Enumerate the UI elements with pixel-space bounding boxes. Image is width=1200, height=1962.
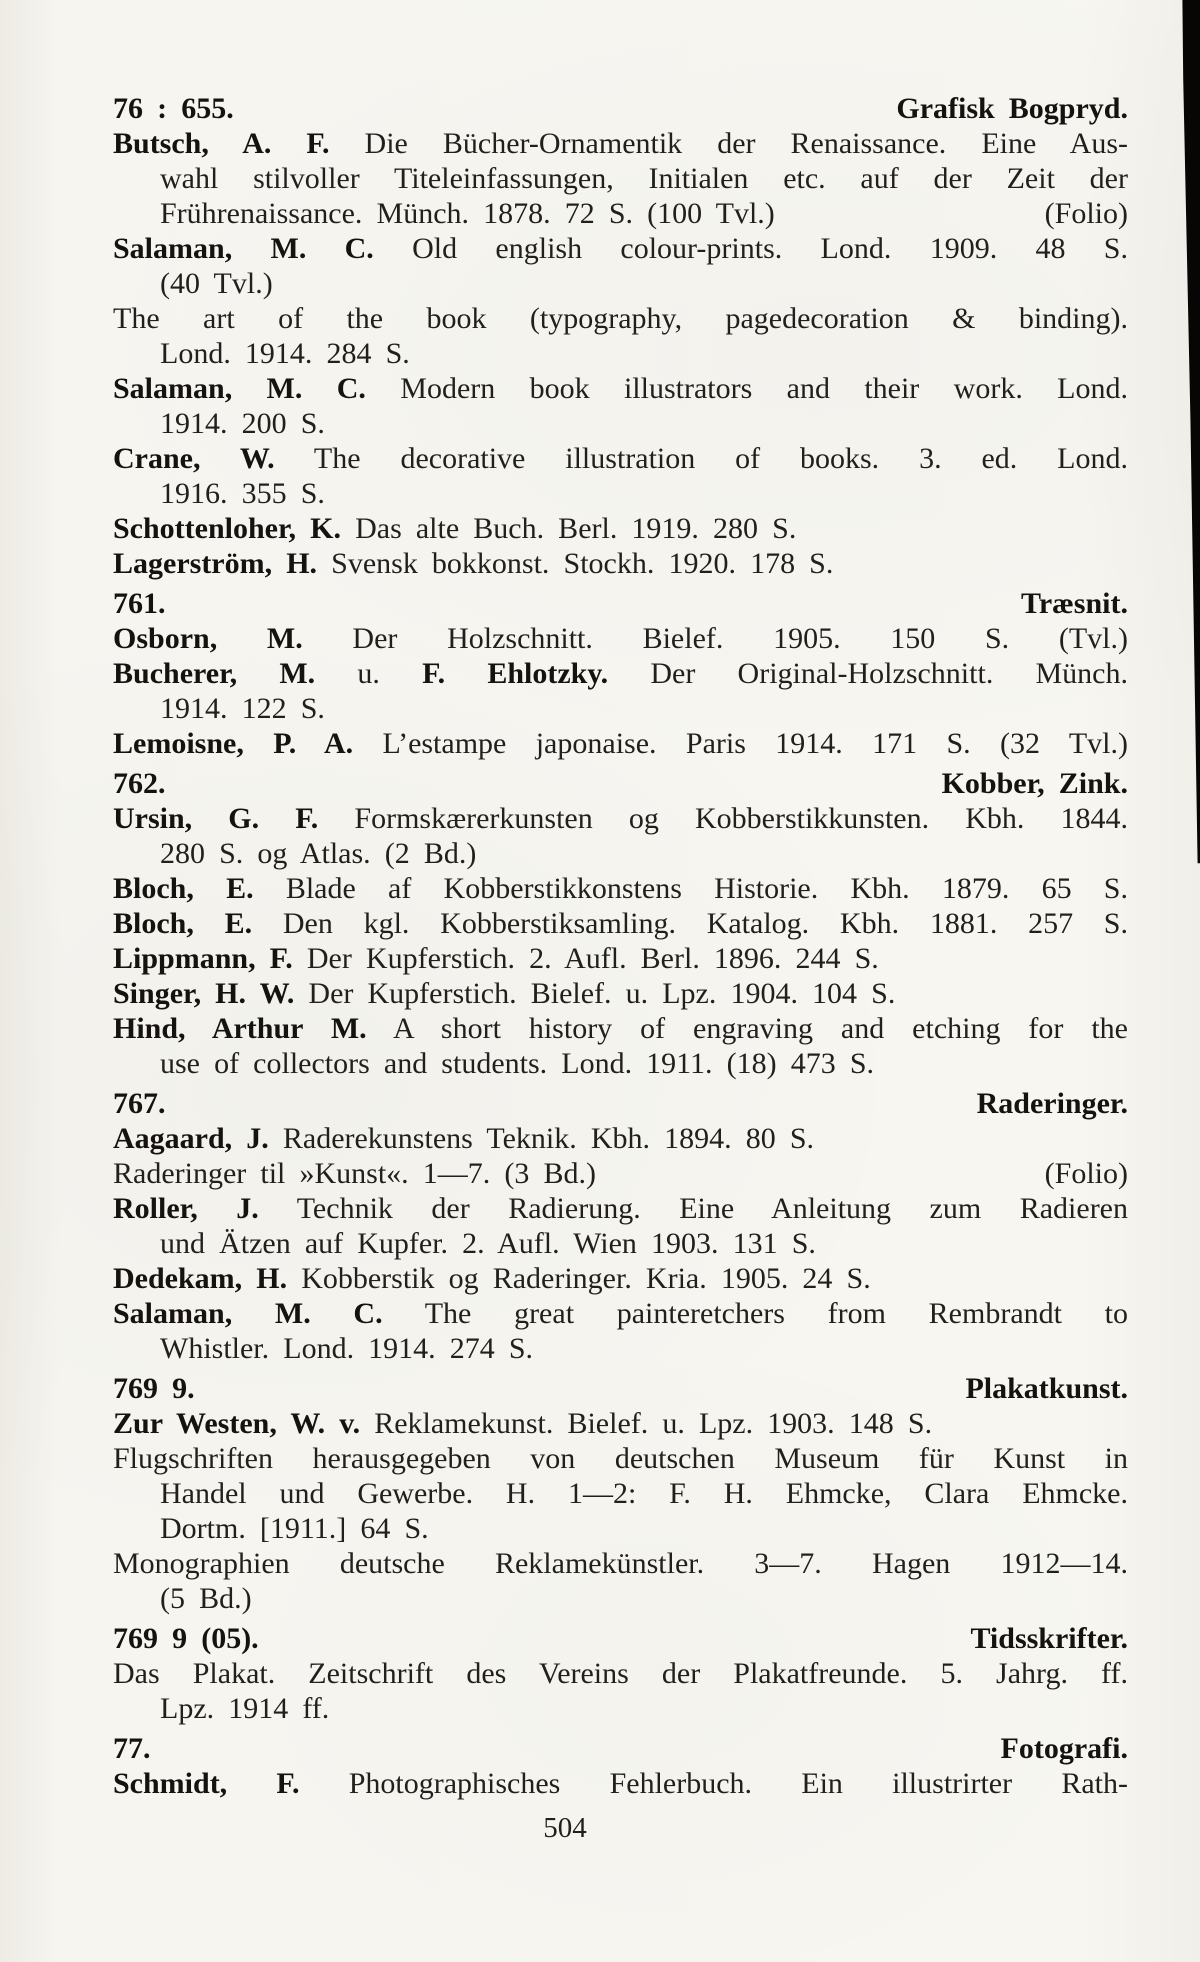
section-number [113,91,234,126]
entry-text [113,1122,814,1155]
entry-line [113,371,1128,406]
author-name: Hind, Arthur M. [113,1012,367,1045]
entry-text [113,1297,1128,1330]
entry-fragment: (5 Bd.) [160,1582,252,1615]
entry-line [113,871,1128,906]
entry-fragment: Raderinger til »Kunst«. 1—7. (3 Bd.) [113,1157,596,1190]
entry-text [160,1582,252,1615]
entry-fragment: Der Original-Holzschnitt. Münch. [608,657,1128,690]
entry-fragment: Technik der Radierung. Eine Anleitung zum Radieren [258,1192,1128,1225]
entry-fragment: u. [315,657,423,690]
section-number [113,586,166,621]
entry-line [113,1296,1128,1331]
section-title: Raderinger. [976,1087,1128,1120]
page-number: 504 [543,1812,587,1844]
entry-text [160,267,273,300]
entry-line [113,546,1128,581]
entry-fragment: Die Bücher-Ornamentik der Renaissance. Eine Aus- [329,127,1128,160]
section-number [113,1731,151,1766]
entry-text [160,837,476,870]
entry-line [113,1581,1128,1616]
format-note: (Folio) [1044,1157,1128,1190]
format-note: (Folio) [1044,197,1128,230]
entry-text [113,372,1128,405]
entry-line [113,1511,1128,1546]
entry-fragment: The art of the book (typography, pagedecoration & binding). [113,302,1128,335]
entry-text [160,1047,874,1080]
entry-line [113,1121,1128,1156]
entry-text [113,127,1128,160]
entry-fragment: Lond. 1914. 284 S. [160,337,410,370]
entry-fragment: 1914. 122 S. [160,692,325,725]
section-title: Fotografi. [1000,1732,1128,1765]
entry-line [113,1331,1128,1366]
entry-fragment: 1916. 355 S. [160,477,325,510]
entry-text [113,977,895,1010]
entry-line [113,266,1128,301]
entry-fragment: Modern book illustrators and their work. Lond. [365,372,1129,405]
entry-fragment: The decorative illustration of books. 3. ed. Lond. [274,442,1128,475]
entry-text [160,1692,329,1725]
entry-text [113,1262,871,1295]
entry-fragment: Handel und Gewerbe. H. 1—2: F. H. Ehmcke, Clara Ehmcke. [160,1477,1128,1510]
entry-text [160,337,410,370]
entry-line [113,511,1128,546]
entry-fragment: 1914. 200 S. [160,407,325,440]
author-name: 76 : 655. [113,92,234,125]
entry-line [113,836,1128,871]
entry-text [160,692,325,725]
entry-fragment: Monographien deutsche Reklamekünstler. 3—7. Hagen 1912—14. [113,1547,1128,1580]
entry-fragment: L’estampe japonaise. Paris 1914. 171 S. (32 Tvl.) [353,727,1128,760]
entry-fragment: Der Holzschnitt. Bielef. 1905. 150 S. (Tvl.) [302,622,1128,655]
section-number [113,1086,166,1121]
entry-text [113,727,1128,760]
entry-fragment: Das Plakat. Zeitschrift des Vereins der Plakatfreunde. 5. Jahrg. ff. [113,1657,1128,1690]
section-number [113,1371,195,1406]
author-name: Schottenloher, K. [113,512,341,545]
section-number [113,1621,259,1656]
section-title: Træsnit. [1021,587,1128,620]
entry-line [113,441,1128,476]
entry-text [160,1332,533,1365]
entry-fragment: und Ätzen auf Kupfer. 2. Aufl. Wien 1903. 131 S. [160,1227,816,1260]
entry-text [160,196,775,231]
author-name: 762. [113,767,166,800]
author-name: 767. [113,1087,166,1120]
entry-line [113,406,1128,441]
author-name: 769 9 (05). [113,1622,259,1655]
entry-text [113,872,1128,905]
author-name: Salaman, M. C. [113,232,374,265]
entry-fragment: Old english colour-prints. Lond. 1909. 48 S. [373,232,1128,265]
entry-line [113,1656,1128,1691]
entry-text [113,1767,1128,1800]
author-name: Bucherer, M. [113,657,316,690]
entry-fragment: Reklamekunst. Bielef. u. Lpz. 1903. 148 S. [360,1407,933,1440]
entry-fragment: Flugschriften herausgegeben von deutschen Museum für Kunst in [113,1442,1128,1475]
entry-text [113,1156,596,1191]
entry-line [113,621,1128,656]
entry-text [113,1442,1128,1475]
entry-fragment: Dortm. [1911.] 64 S. [160,1512,429,1545]
entry-fragment: (40 Tvl.) [160,267,273,300]
entry-text [113,1657,1128,1690]
entry-text [160,162,1128,195]
entry-fragment: Lpz. 1914 ff. [160,1692,330,1725]
author-name: 761. [113,587,166,620]
entry-text [113,1192,1128,1225]
entry-text [113,1547,1128,1580]
entry-text [160,407,325,440]
entry-fragment: Blade af Kobberstikkonstens Historie. Kbh. 1879. 65 S. [253,872,1128,905]
entry-text [113,622,1128,655]
author-name: Lippmann, F. [113,942,293,975]
section-header-row [113,586,1128,621]
entry-line [113,726,1128,761]
entry-text [113,802,1128,835]
entry-line [113,656,1128,691]
entry-fragment: wahl stilvoller Titeleinfassungen, Initialen etc. auf der Zeit der [160,162,1128,195]
author-name: 769 9. [113,1372,195,1405]
entry-text [113,442,1128,475]
author-name: Zur Westen, W. v. [113,1407,361,1440]
entry-text [160,1477,1128,1510]
entry-line [113,1046,1128,1081]
entry-text [160,1512,429,1545]
entry-fragment: Der Kupferstich. Bielef. u. Lpz. 1904. 104 S. [294,977,896,1010]
author-name: Salaman, M. C. [113,372,366,405]
section-title: Plakatkunst. [965,1372,1128,1405]
entry-line [113,1191,1128,1226]
entry-line [113,231,1128,266]
section-header-row [113,1621,1128,1656]
author-name: 77. [113,1732,151,1765]
entry-line [113,1226,1128,1261]
entry-text [160,1227,816,1260]
author-name: Schmidt, F. [113,1767,300,1800]
entry-fragment: Der Kupferstich. 2. Aufl. Berl. 1896. 244 S. [292,942,879,975]
author-name: Osborn, M. [113,622,303,655]
section-header-row [113,1731,1128,1766]
entry-line [113,1546,1128,1581]
entry-fragment: Whistler. Lond. 1914. 274 S. [160,1332,534,1365]
entry-line [113,906,1128,941]
entry-fragment: Photographisches Fehlerbuch. Ein illustrirter Rath- [299,1767,1128,1800]
entry-line [113,1766,1128,1801]
author-name: Aagaard, J. [113,1122,269,1155]
entry-fragment: Raderekunstens Teknik. Kbh. 1894. 80 S. [268,1122,815,1155]
entry-text [113,547,833,580]
entry-line [113,976,1128,1011]
section-title: Tidsskrifter. [970,1622,1128,1655]
author-name: Crane, W. [113,442,275,475]
entry-fragment: 280 S. og Atlas. (2 Bd.) [160,837,477,870]
section-title: Kobber, Zink. [941,767,1128,800]
entry-text [113,942,879,975]
section-title: Grafisk Bogpryd. [896,92,1128,125]
author-name: Lagerström, H. [113,547,318,580]
entry-line [113,1406,1128,1441]
author-name: Dedekam, H. [113,1262,288,1295]
entry-line [113,1011,1128,1046]
author-name: F. Ehlotzky. [422,657,609,690]
section-header-row [113,1086,1128,1121]
entry-text [160,477,325,510]
author-name: Ursin, G. F. [113,802,319,835]
entry-line [113,126,1128,161]
entry-text [113,512,796,545]
author-name: Bloch, E. [113,907,253,940]
entry-text [113,1407,932,1440]
entry-line [113,691,1128,726]
entry-fragment: use of collectors and students. Lond. 1911. (18) 473 S. [160,1047,875,1080]
entry-line [113,1691,1128,1726]
entry-fragment: Den kgl. Kobberstiksamling. Katalog. Kbh. 1881. 257 S. [252,907,1128,940]
entry-line [113,1156,1128,1191]
entry-fragment: Formskærerkunsten og Kobberstikkunsten. Kbh. 1844. [318,802,1129,835]
entry-line [113,1261,1128,1296]
entry-fragment: Frührenaissance. Münch. 1878. 72 S. (100 Tvl.) [160,197,775,230]
entry-text [113,1012,1128,1045]
entry-line [113,1476,1128,1511]
entry-text [113,232,1128,265]
entry-line [113,941,1128,976]
section-header-row [113,91,1128,126]
entry-line [113,801,1128,836]
author-name: Lemoisne, P. A. [113,727,354,760]
author-name: Singer, H. W. [113,977,295,1010]
section-number [113,766,166,801]
entry-line [113,301,1128,336]
section-header-row [113,766,1128,801]
author-name: Butsch, A. F. [113,127,330,160]
entry-fragment: Kobberstik og Raderinger. Kria. 1905. 24 S. [287,1262,871,1295]
entry-fragment: The great painteretchers from Rembrandt to [382,1297,1129,1330]
entry-line [113,196,1128,231]
entry-fragment: Svensk bokkonst. Stockh. 1920. 178 S. [317,547,834,580]
author-name: Salaman, M. C. [113,1297,383,1330]
section-header-row [113,1371,1128,1406]
entry-fragment: A short history of engraving and etching for the [366,1012,1128,1045]
entry-fragment: Das alte Buch. Berl. 1919. 280 S. [341,512,797,545]
entry-line [113,161,1128,196]
entry-line [113,1441,1128,1476]
author-name: Bloch, E. [113,872,254,905]
entry-line [113,336,1128,371]
entry-text [113,302,1128,335]
entry-text [113,657,1128,690]
author-name: Roller, J. [113,1192,259,1225]
entry-text [113,907,1128,940]
entry-line [113,476,1128,511]
